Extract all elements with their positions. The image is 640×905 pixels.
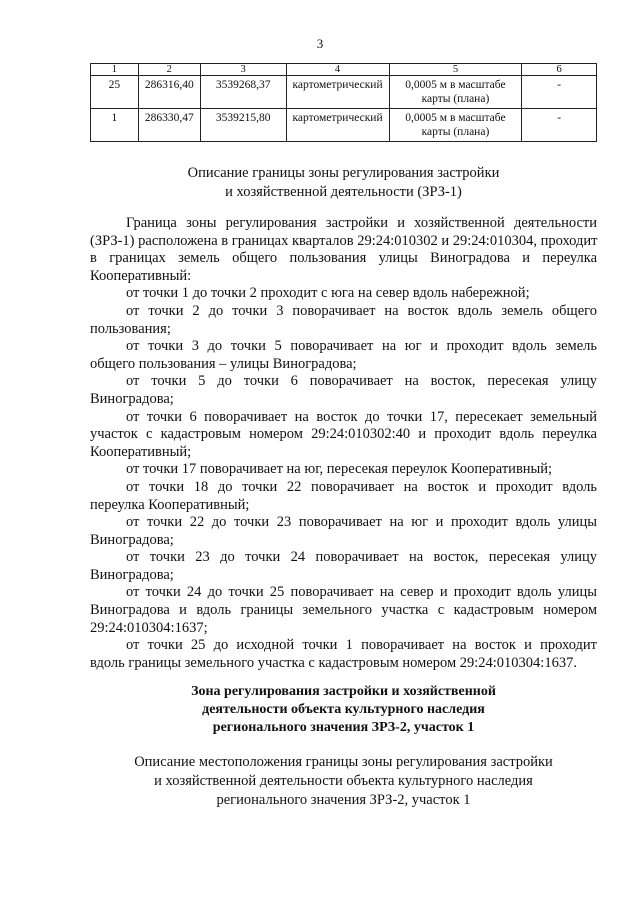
method-cell: картометрический xyxy=(286,76,389,109)
body-line: общего пользования – улицы Виноградова; xyxy=(90,355,357,372)
heading-line: Описание границы зоны регулирования застройки xyxy=(187,165,500,181)
body-paragraph xyxy=(90,409,597,462)
accuracy-line: 0,0005 м в масштабе xyxy=(405,112,506,124)
body-line: от точки 22 до точки 23 поворачивает на юг и проходит вдоль улицы xyxy=(126,514,597,531)
x-coordinate-cell: 286316,40 xyxy=(138,76,200,109)
body-line: от точки 6 поворачивает на восток до точки 17, пересекает земельный xyxy=(126,408,597,425)
heading-line: регионального значения ЗРЗ-2, участок 1 xyxy=(212,720,475,735)
accuracy-line: 0,0005 м в масштабе xyxy=(405,79,506,91)
y-coordinate-cell: 3539215,80 xyxy=(200,109,286,142)
body-paragraph xyxy=(90,479,597,514)
header-cell: 3 xyxy=(200,64,286,76)
body-line: Виноградова; xyxy=(90,531,174,548)
body-paragraph xyxy=(90,373,597,408)
body-line: от точки 24 до точки 25 поворачивает на север и проходит вдоль улицы xyxy=(126,584,597,601)
coordinates-table xyxy=(90,63,597,142)
body-line: от точки 3 до точки 5 поворачивает на юг и проходит вдоль земель xyxy=(126,338,597,355)
header-cell: 5 xyxy=(389,64,522,76)
accuracy-line: карты (плана) xyxy=(421,93,490,105)
note-cell: - xyxy=(522,109,597,142)
body-line: Граница зоны регулирования застройки и хозяйственной деятельности xyxy=(126,215,597,231)
body-paragraph xyxy=(90,215,597,285)
y-coordinate-cell: 3539268,37 xyxy=(200,76,286,109)
header-cell: 6 xyxy=(522,64,597,76)
body-paragraph xyxy=(90,637,597,672)
body-line: от точки 25 до исходной точки 1 поворачивает на восток и проходит xyxy=(126,637,597,654)
accuracy-cell xyxy=(389,76,522,109)
boundary-description-body xyxy=(90,215,597,672)
body-line: участок с кадастровым номером 29:24:010302:40 и проходит вдоль переулка xyxy=(90,426,597,443)
method-cell: картометрический xyxy=(286,109,389,142)
header-cell: 2 xyxy=(138,64,200,76)
heading-line: и хозяйственной деятельности объекта культурного наследия xyxy=(154,773,533,789)
table-header-row xyxy=(91,64,597,76)
page-number: 3 xyxy=(316,36,324,51)
body-line: 29:24:010304:1637; xyxy=(90,619,208,636)
body-line: Виноградова и вдоль границы земельного участка с кадастровым номером xyxy=(90,602,597,619)
table-row xyxy=(91,76,597,109)
body-line: от точки 2 до точки 3 поворачивает на восток вдоль земель общего xyxy=(126,302,597,319)
body-paragraph xyxy=(90,584,597,637)
body-line: Виноградова; xyxy=(90,566,174,583)
section-subheading-zrz2 xyxy=(90,753,597,810)
body-paragraph xyxy=(90,461,597,479)
body-line: вдоль границы земельного участка с кадастровым номером 29:24:010304:1637. xyxy=(90,654,577,671)
body-paragraph xyxy=(90,338,597,373)
header-cell: 4 xyxy=(286,64,389,76)
body-line: в границах земель общего пользования улицы Виноградова и переулка xyxy=(90,250,597,267)
accuracy-cell xyxy=(389,109,522,142)
note-cell: - xyxy=(522,76,597,109)
body-line: от точки 1 до точки 2 проходит с юга на север вдоль набережной; xyxy=(126,285,530,302)
body-paragraph xyxy=(90,514,597,549)
heading-line: Описание местоположения границы зоны регулирования застройки xyxy=(134,754,553,770)
body-line: от точки 23 до точки 24 поворачивает на восток, пересекая улицу xyxy=(126,549,597,566)
body-line: Виноградова; xyxy=(90,390,174,407)
body-line: Кооперативный; xyxy=(90,443,192,460)
heading-line: регионального значения ЗРЗ-2, участок 1 xyxy=(216,792,471,808)
header-cell: 1 xyxy=(91,64,139,76)
body-line: Кооперативный: xyxy=(90,267,192,284)
body-paragraph xyxy=(90,303,597,338)
body-line: от точки 5 до точки 6 поворачивает на восток, пересекая улицу xyxy=(126,373,597,390)
heading-line: Зона регулирования застройки и хозяйственной xyxy=(191,684,496,699)
x-coordinate-cell: 286330,47 xyxy=(138,109,200,142)
body-paragraph xyxy=(90,285,597,303)
section-heading-zrz2 xyxy=(90,683,597,737)
table-row xyxy=(91,109,597,142)
body-line: пользования; xyxy=(90,320,171,337)
point-number-cell: 25 xyxy=(91,76,139,109)
body-line: от точки 18 до точки 22 поворачивает на восток и проходит вдоль xyxy=(126,478,597,495)
heading-line: и хозяйственной деятельности (ЗРЗ-1) xyxy=(225,184,462,200)
point-number-cell: 1 xyxy=(91,109,139,142)
heading-line: деятельности объекта культурного наследия xyxy=(202,702,485,717)
body-line: (ЗРЗ-1) расположена в границах кварталов 29:24:010302 и 29:24:010304, проходит xyxy=(90,232,598,249)
section-heading-zrz1 xyxy=(90,164,597,202)
body-line: от точки 17 поворачивает на юг, пересекая переулок Кооперативный; xyxy=(126,461,553,478)
body-paragraph xyxy=(90,549,597,584)
accuracy-line: карты (плана) xyxy=(421,126,490,138)
body-line: переулка Кооперативный; xyxy=(90,496,250,513)
